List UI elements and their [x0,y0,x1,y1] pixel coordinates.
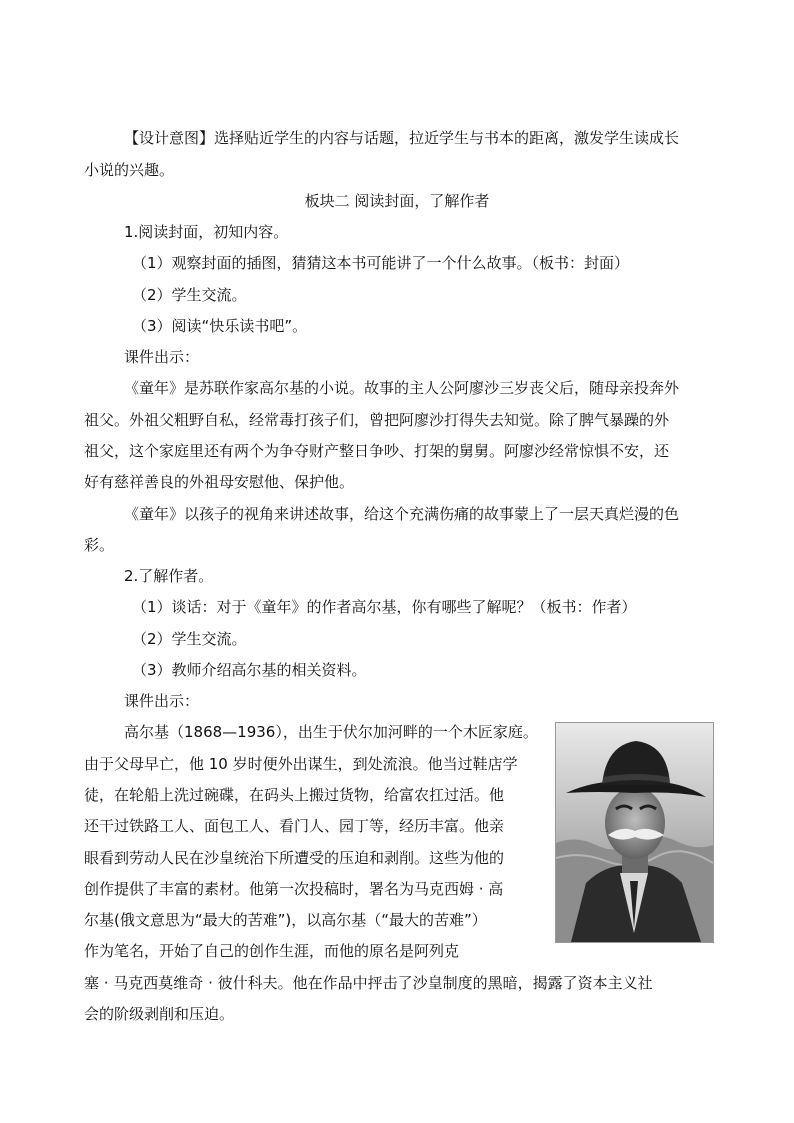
design-intent-line-2: 小说的兴趣。 [84,161,175,179]
bio-line-2: 由于父母早亡，他 10 岁时便外出谋生，到处流浪。他当过鞋店学 [84,755,518,773]
gorky-portrait-image [555,722,714,943]
item-2-heading: 2.了解作者。 [124,567,214,585]
design-intent-line-1: 【设计意图】选择贴近学生的内容与话题，拉近学生与书本的距离，激发学生读成长 [124,129,680,147]
bio-line-1: 高尔基（1868—1936），出生于伏尔加河畔的一个木匠家庭。 [124,723,538,741]
paragraph-1-line-1: 《童年》是苏联作家高尔基的小说。故事的主人公阿廖沙三岁丧父后，随母亲投奔外 [124,379,680,397]
bio-line-4: 还干过铁路工人、面包工人、看门人、园丁等，经历丰富。他亲 [84,817,505,835]
item-1-3: （3）阅读“快乐读书吧”。 [132,317,308,335]
bio-line-5: 眼看到劳动人民在沙皇统治下所遭受的压迫和剥削。这些为他的 [84,849,505,867]
bio-line-7: 尔基(俄文意思为“最大的苦难”)，以高尔基（“最大的苦难”） [84,911,487,929]
item-2-1: （1）谈话：对于《童年》的作者高尔基，你有哪些了解呢？（板书：作者） [132,598,637,616]
item-2-3: （3）教师介绍高尔基的相关资料。 [132,661,367,679]
item-2-2: （2）学生交流。 [132,630,247,648]
item-1-1: （1）观察封面的插图，猜猜这本书可能讲了一个什么故事。（板书：封面） [132,254,630,272]
bio-line-9: 塞 · 马克西莫维奇 · 彼什科夫。他在作品中抨击了沙皇制度的黑暗，揭露了资本主义社 [84,974,653,992]
paragraph-1-line-3: 祖父，这个家庭里还有两个为争夺财产整日争吵、打架的舅舅。阿廖沙经常惊惧不安，还 [84,442,670,460]
item-1-heading: 1.阅读封面，初知内容。 [124,223,289,241]
paragraph-2-line-1: 《童年》以孩子的视角来讲述故事，给这个充满伤痛的故事蒙上了一层天真烂漫的色 [124,505,680,523]
paragraph-1-line-2: 祖父。外祖父粗野自私，经常毒打孩子们，曾把阿廖沙打得失去知觉。除了脾气暴躁的外 [84,411,670,429]
section-title: 板块二 阅读封面，了解作者 [304,192,490,210]
bio-line-10: 会的阶级剥削和压迫。 [84,1005,235,1023]
paragraph-1-line-4: 好有慈祥善良的外祖母安慰他、保护他。 [84,473,355,491]
bio-line-3: 徒，在轮船上洗过碗碟，在码头上搬过货物，给富农扛过活。他 [84,786,505,804]
item-1-2: （2）学生交流。 [132,286,247,304]
courseware-label-1: 课件出示： [124,348,200,366]
courseware-label-2: 课件出示： [124,692,200,710]
bio-line-6: 创作提供了丰富的素材。他第一次投稿时，署名为马克西姆 · 高 [84,880,504,898]
bio-line-8: 作为笔名，开始了自己的创作生涯，而他的原名是阿列克 [84,942,460,960]
paragraph-2-line-2: 彩。 [84,536,115,554]
